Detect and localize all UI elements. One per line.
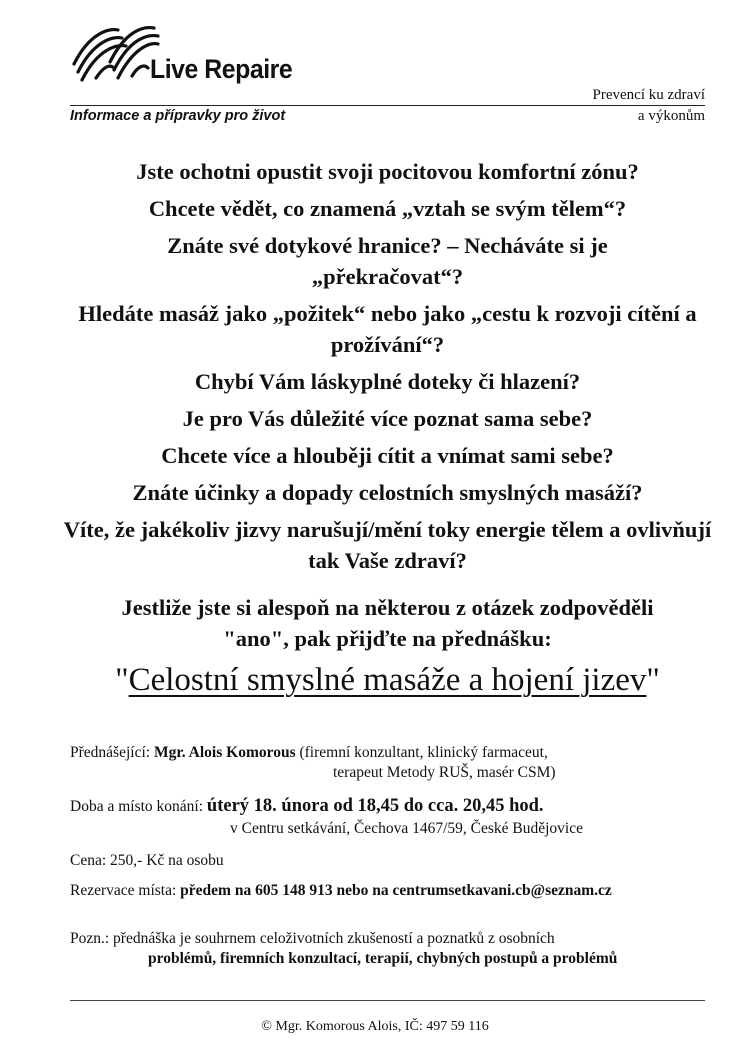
waves-logo-icon (70, 22, 160, 84)
price: Cena: 250,- Kč na osobu (70, 852, 224, 869)
question-list (60, 156, 715, 582)
reservation-line (70, 881, 612, 901)
note-line-1: Pozn.: přednáška je souhrnem celoživotních zkušeností a poznatků z osobních (70, 930, 555, 947)
question-7: Chcete více a hlouběji cítit a vnímat sami sebe? (161, 443, 614, 468)
question-8: Znáte účinky a dopady celostních smyslných masáží? (132, 480, 643, 505)
venue-place: v Centru setkávání, Čechova 1467/59, České Budějovice (230, 820, 583, 837)
brand-name: Live Repaire (150, 54, 293, 84)
header-divider (70, 105, 705, 106)
question-2: Chcete vědět, co znamená „vztah se svým tělem“? (148, 196, 627, 221)
tagline: Informace a přípravky pro život (70, 108, 286, 124)
invitation-line-1: Jestliže jste si alespoň na některou z otázek zodpověděli (121, 595, 654, 620)
invitation (60, 592, 715, 654)
invitation-line-2: "ano", pak přijďte na přednášku: (223, 626, 552, 651)
question-5: Chybí Vám láskyplné doteky či hlazení? (194, 369, 581, 394)
reservation-label: Rezervace místa: (70, 882, 177, 899)
reservation-value: předem na 605 148 913 nebo na centrumsetkavani.cb@seznam.cz (180, 882, 612, 899)
lecturer-line (70, 743, 548, 763)
lecturer-label: Přednášející: (70, 744, 151, 761)
note-line-2: problémů, firemních konzultací, terapií, chybných postupů a problémů (148, 950, 618, 967)
question-3: Znáte své dotykové hranice? – Necháváte si je „překračovat“? (167, 233, 608, 289)
motto-line-2: a výkonům (637, 108, 705, 124)
venue-label: Doba a místo konání: (70, 798, 204, 815)
motto-line-1: Prevencí ku zdraví (592, 87, 705, 103)
question-9: Víte, že jakékoliv jizvy narušují/mění toky energie tělem a ovlivňují tak Vaše zdraví? (63, 517, 712, 573)
title-text: Celostní smyslné masáže a hojení jizev (128, 662, 647, 698)
venue-time: úterý 18. února od 18,45 do cca. 20,45 hod. (206, 796, 544, 816)
footer-divider (70, 1000, 705, 1001)
question-6: Je pro Vás důležité více poznat sama sebe? (182, 406, 593, 431)
venue-line (70, 796, 544, 817)
lecture-title (40, 660, 735, 700)
question-1: Jste ochotni opustit svoji pocitovou komfortní zónu? (136, 159, 639, 184)
lecturer-name: Mgr. Alois Komorous (153, 744, 296, 761)
lecturer-role-1: (firemní konzultant, klinický farmaceut, (299, 744, 548, 761)
lecturer-role-2: terapeut Metody RUŠ, masér CSM) (333, 764, 556, 781)
title-open-quote: " (115, 662, 129, 698)
brand-logo (70, 22, 330, 92)
question-4: Hledáte masáž jako „požitek“ nebo jako „cestu k rozvoji cítění a prožívání“? (78, 301, 697, 357)
title-close-quote: " (646, 662, 660, 698)
footer-copyright: © Mgr. Komorous Alois, IČ: 497 59 116 (261, 1019, 489, 1034)
